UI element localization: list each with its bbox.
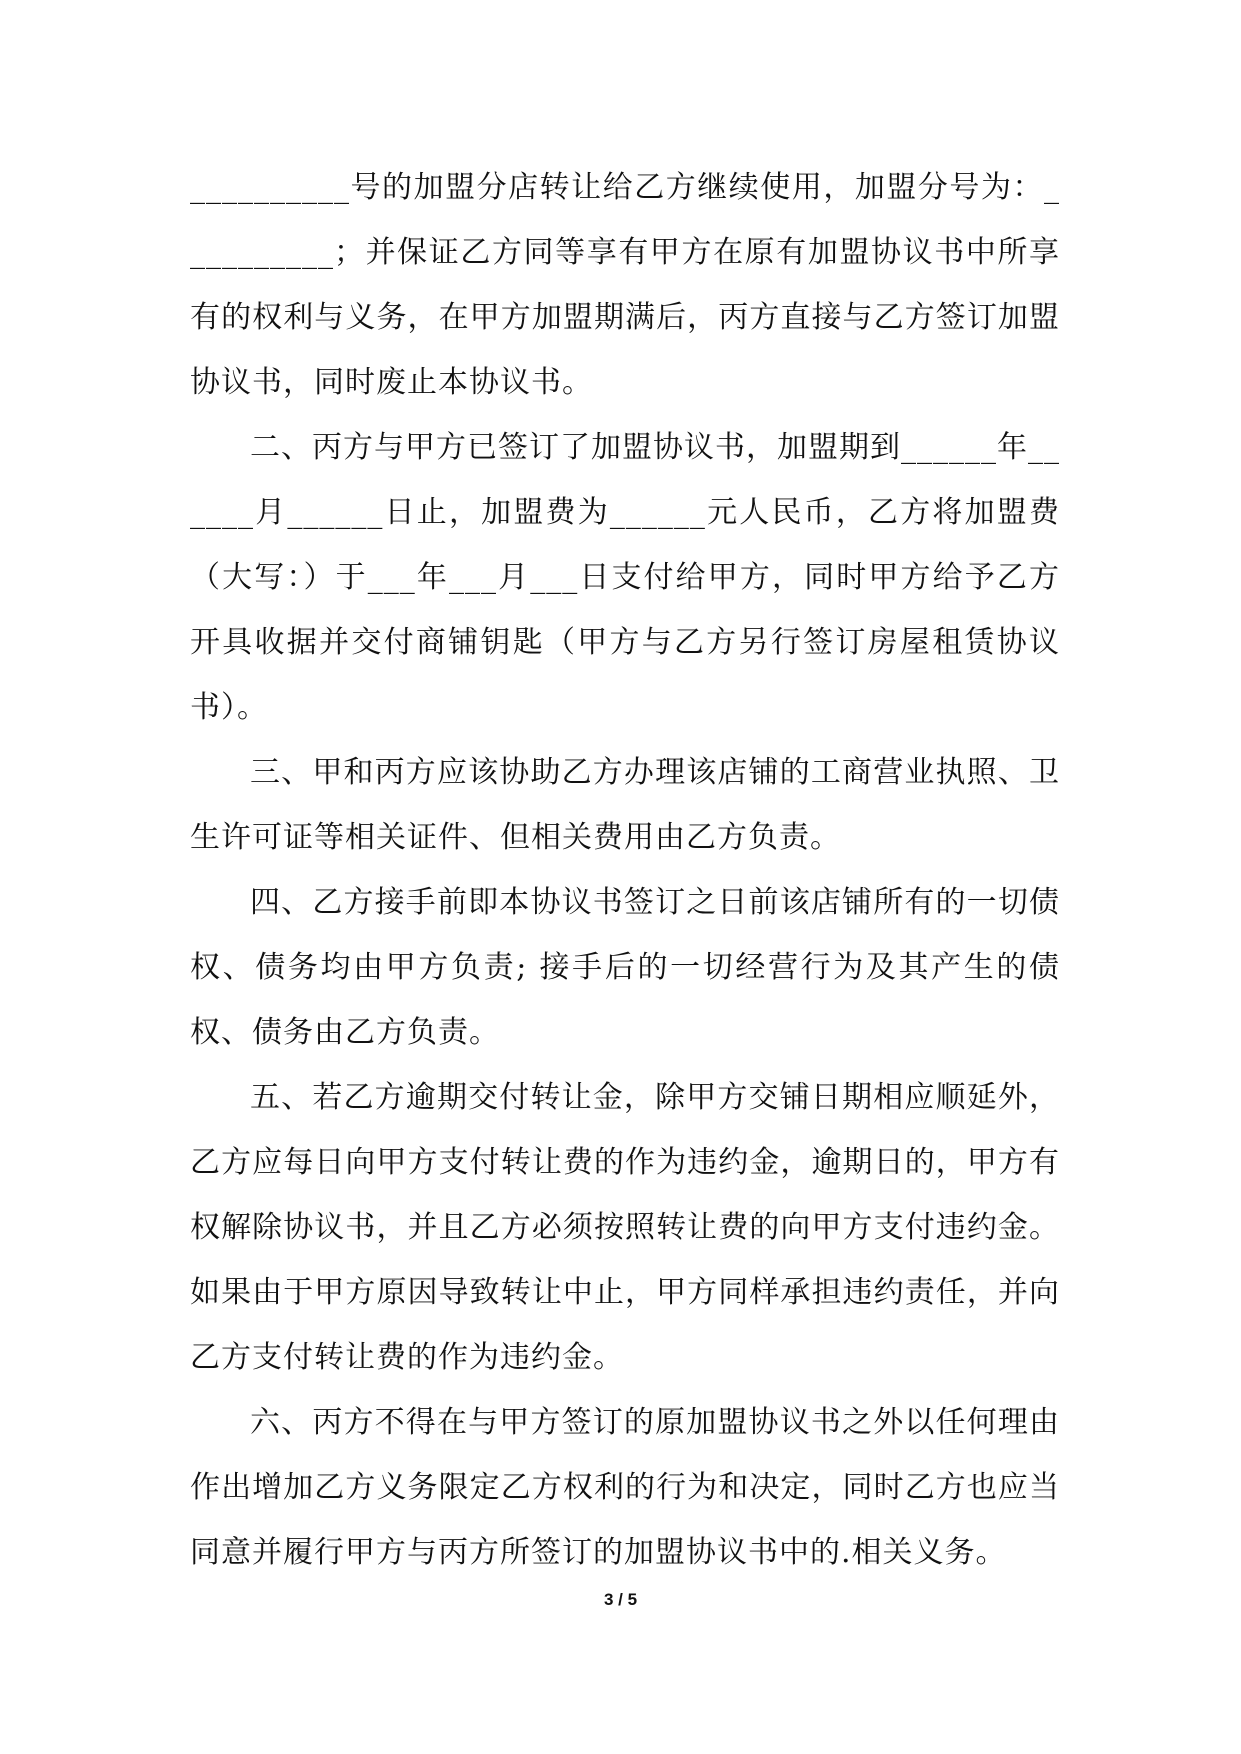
document-body [190, 155, 1060, 1585]
page-number: 3 / 5 [603, 1590, 638, 1609]
paragraph-clause-6: 六、丙方不得在与甲方签订的原加盟协议书之外以任何理由作出增加乙方义务限定乙方权利的行为和决定，同时乙方也应当同意并履行甲方与丙方所签订的加盟协议书中的.相关义务。 [190, 1405, 1060, 1570]
paragraph-clause-4: 四、乙方接手前即本协议书签订之日前该店铺所有的一切债权、债务均由甲方负责; 接手后的一切经营行为及其产生的债权、债务由乙方负责。 [190, 885, 1060, 1050]
paragraph-clause-5: 五、若乙方逾期交付转让金，除甲方交铺日期相应顺延外，乙方应每日向甲方支付转让费的作为违约金，逾期日的，甲方有权解除协议书，并且乙方必须按照转让费的向甲方支付违约金。如果由于甲方原因导致转让中止，甲方同样承担违约责任，并向乙方支付转让费的作为违约金。 [190, 1080, 1060, 1375]
paragraph-clause-2: 二、丙方与甲方已签订了加盟协议书，加盟期到______年______月______日止，加盟费为______元人民币，乙方将加盟费（大写：）于___年___月___日支付给甲方，同时甲方给予乙方开具收据并交付商铺钥匙（甲方与乙方另行签订房屋租赁协议书）。 [190, 430, 1060, 725]
paragraph-continuation: __________号的加盟分店转让给乙方继续使用，加盟分号为：__________；并保证乙方同等享有甲方在原有加盟协议书中所享有的权利与义务，在甲方加盟期满后，丙方直接与乙方签订加盟协议书，同时废止本协议书。 [190, 170, 1060, 400]
paragraph-clause-3: 三、甲和丙方应该协助乙方办理该店铺的工商营业执照、卫生许可证等相关证件、但相关费用由乙方负责。 [190, 755, 1060, 855]
